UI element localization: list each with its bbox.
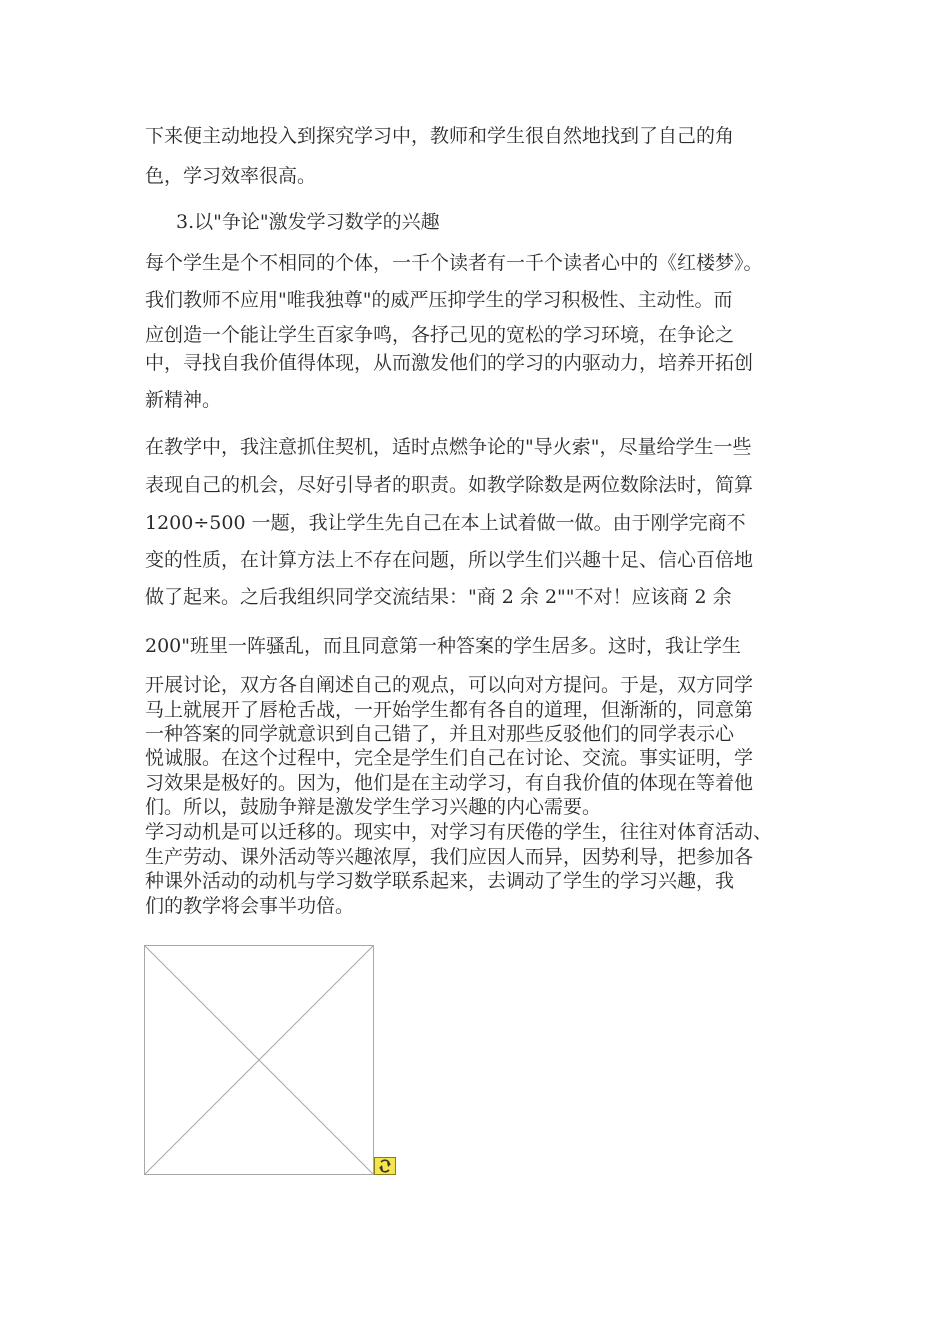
paragraph-line: 们。所以，鼓励争辩是激发学生学习兴趣的内心需要。 xyxy=(145,796,602,818)
paragraph-line: 新精神。 xyxy=(145,389,222,411)
paragraph-line: 中，寻找自我价值得体现，从而激发他们的学习的内驱动力，培养开拓创 xyxy=(145,352,754,374)
paragraph-line: 下来便主动地投入到探究学习中，教师和学生很自然地找到了自己的角 xyxy=(145,125,735,147)
paragraph-line: 一种答案的同学就意识到自己错了，并且对那些反驳他们的同学表示心 xyxy=(145,723,735,745)
image-placeholder-cross xyxy=(145,946,373,1174)
paragraph-line: 悦诚服。在这个过程中，完全是学生们自己在讨论、交流。事实证明，学 xyxy=(145,747,754,769)
paragraph-line: 200"班里一阵骚乱，而且同意第一种答案的学生居多。这时，我让学生 xyxy=(145,635,742,657)
paragraph-line: 习效果是极好的。因为，他们是在主动学习，有自我价值的体现在等着他 xyxy=(145,772,754,794)
paragraph-line: 应创造一个能让学生百家争鸣，各抒己见的宽松的学习环境，在争论之 xyxy=(145,324,735,346)
broken-image-placeholder-icon[interactable] xyxy=(144,945,374,1175)
paragraph-line: 做了起来。之后我组织同学交流结果："商 2 余 2""不对！应该商 2 余 xyxy=(145,586,732,608)
image-refresh-icon[interactable] xyxy=(374,1157,396,1175)
paragraph-line: 每个学生是个不相同的个体，一千个读者有一千个读者心中的《红楼梦》。 xyxy=(145,252,763,274)
paragraph-line: 种课外活动的动机与学习数学联系起来，去调动了学生的学习兴趣，我 xyxy=(145,870,735,892)
paragraph-line: 1200÷500 一题，我让学生先自己在本上试着做一做。由于刚学完商不 xyxy=(145,512,746,534)
paragraph-line: 变的性质，在计算方法上不存在问题，所以学生们兴趣十足、信心百倍地 xyxy=(145,549,754,571)
section-heading: 3.以"争论"激发学习数学的兴趣 xyxy=(176,211,440,233)
paragraph-line: 马上就展开了唇枪舌战，一开始学生都有各自的道理，但渐渐的，同意第 xyxy=(145,699,754,721)
refresh-glyph xyxy=(375,1158,395,1174)
paragraph-line: 表现自己的机会，尽好引导者的职责。如教学除数是两位数除法时，简算 xyxy=(145,474,754,496)
paragraph-line: 色，学习效率很高。 xyxy=(145,165,317,187)
paragraph-line: 学习动机是可以迁移的。现实中，对学习有厌倦的学生，往往对体育活动、 xyxy=(145,821,773,843)
paragraph-line: 生产劳动、课外活动等兴趣浓厚，我们应因人而异，因势利导，把参加各 xyxy=(145,846,754,868)
paragraph-line: 开展讨论，双方各自阐述自己的观点，可以向对方提问。于是，双方同学 xyxy=(145,674,754,696)
paragraph-line: 们的教学将会事半功倍。 xyxy=(145,895,355,917)
paragraph-line: 我们教师不应用"唯我独尊"的威严压抑学生的学习积极性、主动性。而 xyxy=(145,289,733,311)
paragraph-line: 在教学中，我注意抓住契机，适时点燃争论的"导火索"，尽量给学生一些 xyxy=(145,436,752,458)
